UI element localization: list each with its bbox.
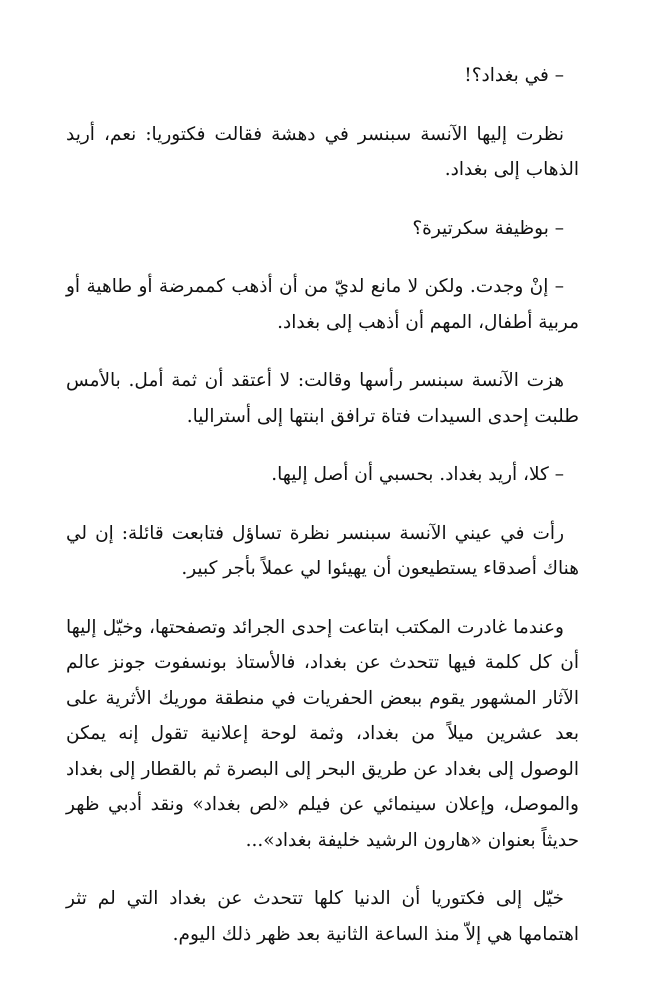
paragraph-spencer-surprise: نظرت إليها الآنسة سبنسر في دهشة فقالت فكتوريا: نعم، أريد الذهاب إلى بغداد. — [66, 123, 579, 180]
dialog-line-nurse-or-cook: – إنْ وجدت. ولكن لا مانع لديّ من أن أذهب كممرضة أو طاهية أو مربية أطفال، المهم أن أذهب إلى بغداد. — [66, 276, 579, 333]
dialog-line-want-baghdad: – كلا، أريد بغداد. بحسبي أن أصل إليها. — [271, 464, 564, 485]
paragraph-whole-world-talks: خيّل إلى فكتوريا أن الدنيا كلها تتحدث عن بغداد التي لم تثر اهتمامها هي إلاّ منذ الساعة الثانية بعد ظهر ذلك اليوم. — [66, 888, 579, 945]
paragraph-spencer-shakes-head: هزت الآنسة سبنسر رأسها وقالت: لا أعتقد أن ثمة أمل. بالأمس طلبت إحدى السيدات فتاة ترافق ابنتها إلى أستراليا. — [66, 370, 579, 427]
paragraph-friends-there: رأت في عيني الآنسة سبنسر نظرة تساؤل فتابعت قائلة: إن لي هناك أصدقاء يستطيعون أن يهيئوا لي عملاً بأجر كبير. — [66, 522, 579, 579]
dialog-line-secretary-job: – بوظيفة سكرتيرة؟ — [412, 217, 564, 239]
paragraph-newspaper: وعندما غادرت المكتب ابتاعت إحدى الجرائد وتصفحتها، وخيّل إليها أن كل كلمة فيها تتحدث عن بغداد، فالأستاذ بونسفوت جونز عالم الآثار المشهور يقوم ببعض الحفريات في منطقة موريك الأثرية على بعد عشرين ميلاً من بغداد، وثمة لوحة إعلانية تقول إنه يمكن الوصول إلى بغداد عن طريق البحر إلى البصرة ثم بالقطار إلى بغداد والموصل، وإعلان سينمائي عن فيلم «لص بغداد» ونقد أدبي ظهر حديثاً بعنوان «هارون الرشيد خليفة بغداد»... — [66, 616, 579, 851]
dialog-line-baghdad-question: – في بغداد؟! — [464, 65, 564, 86]
book-page — [66, 58, 579, 952]
